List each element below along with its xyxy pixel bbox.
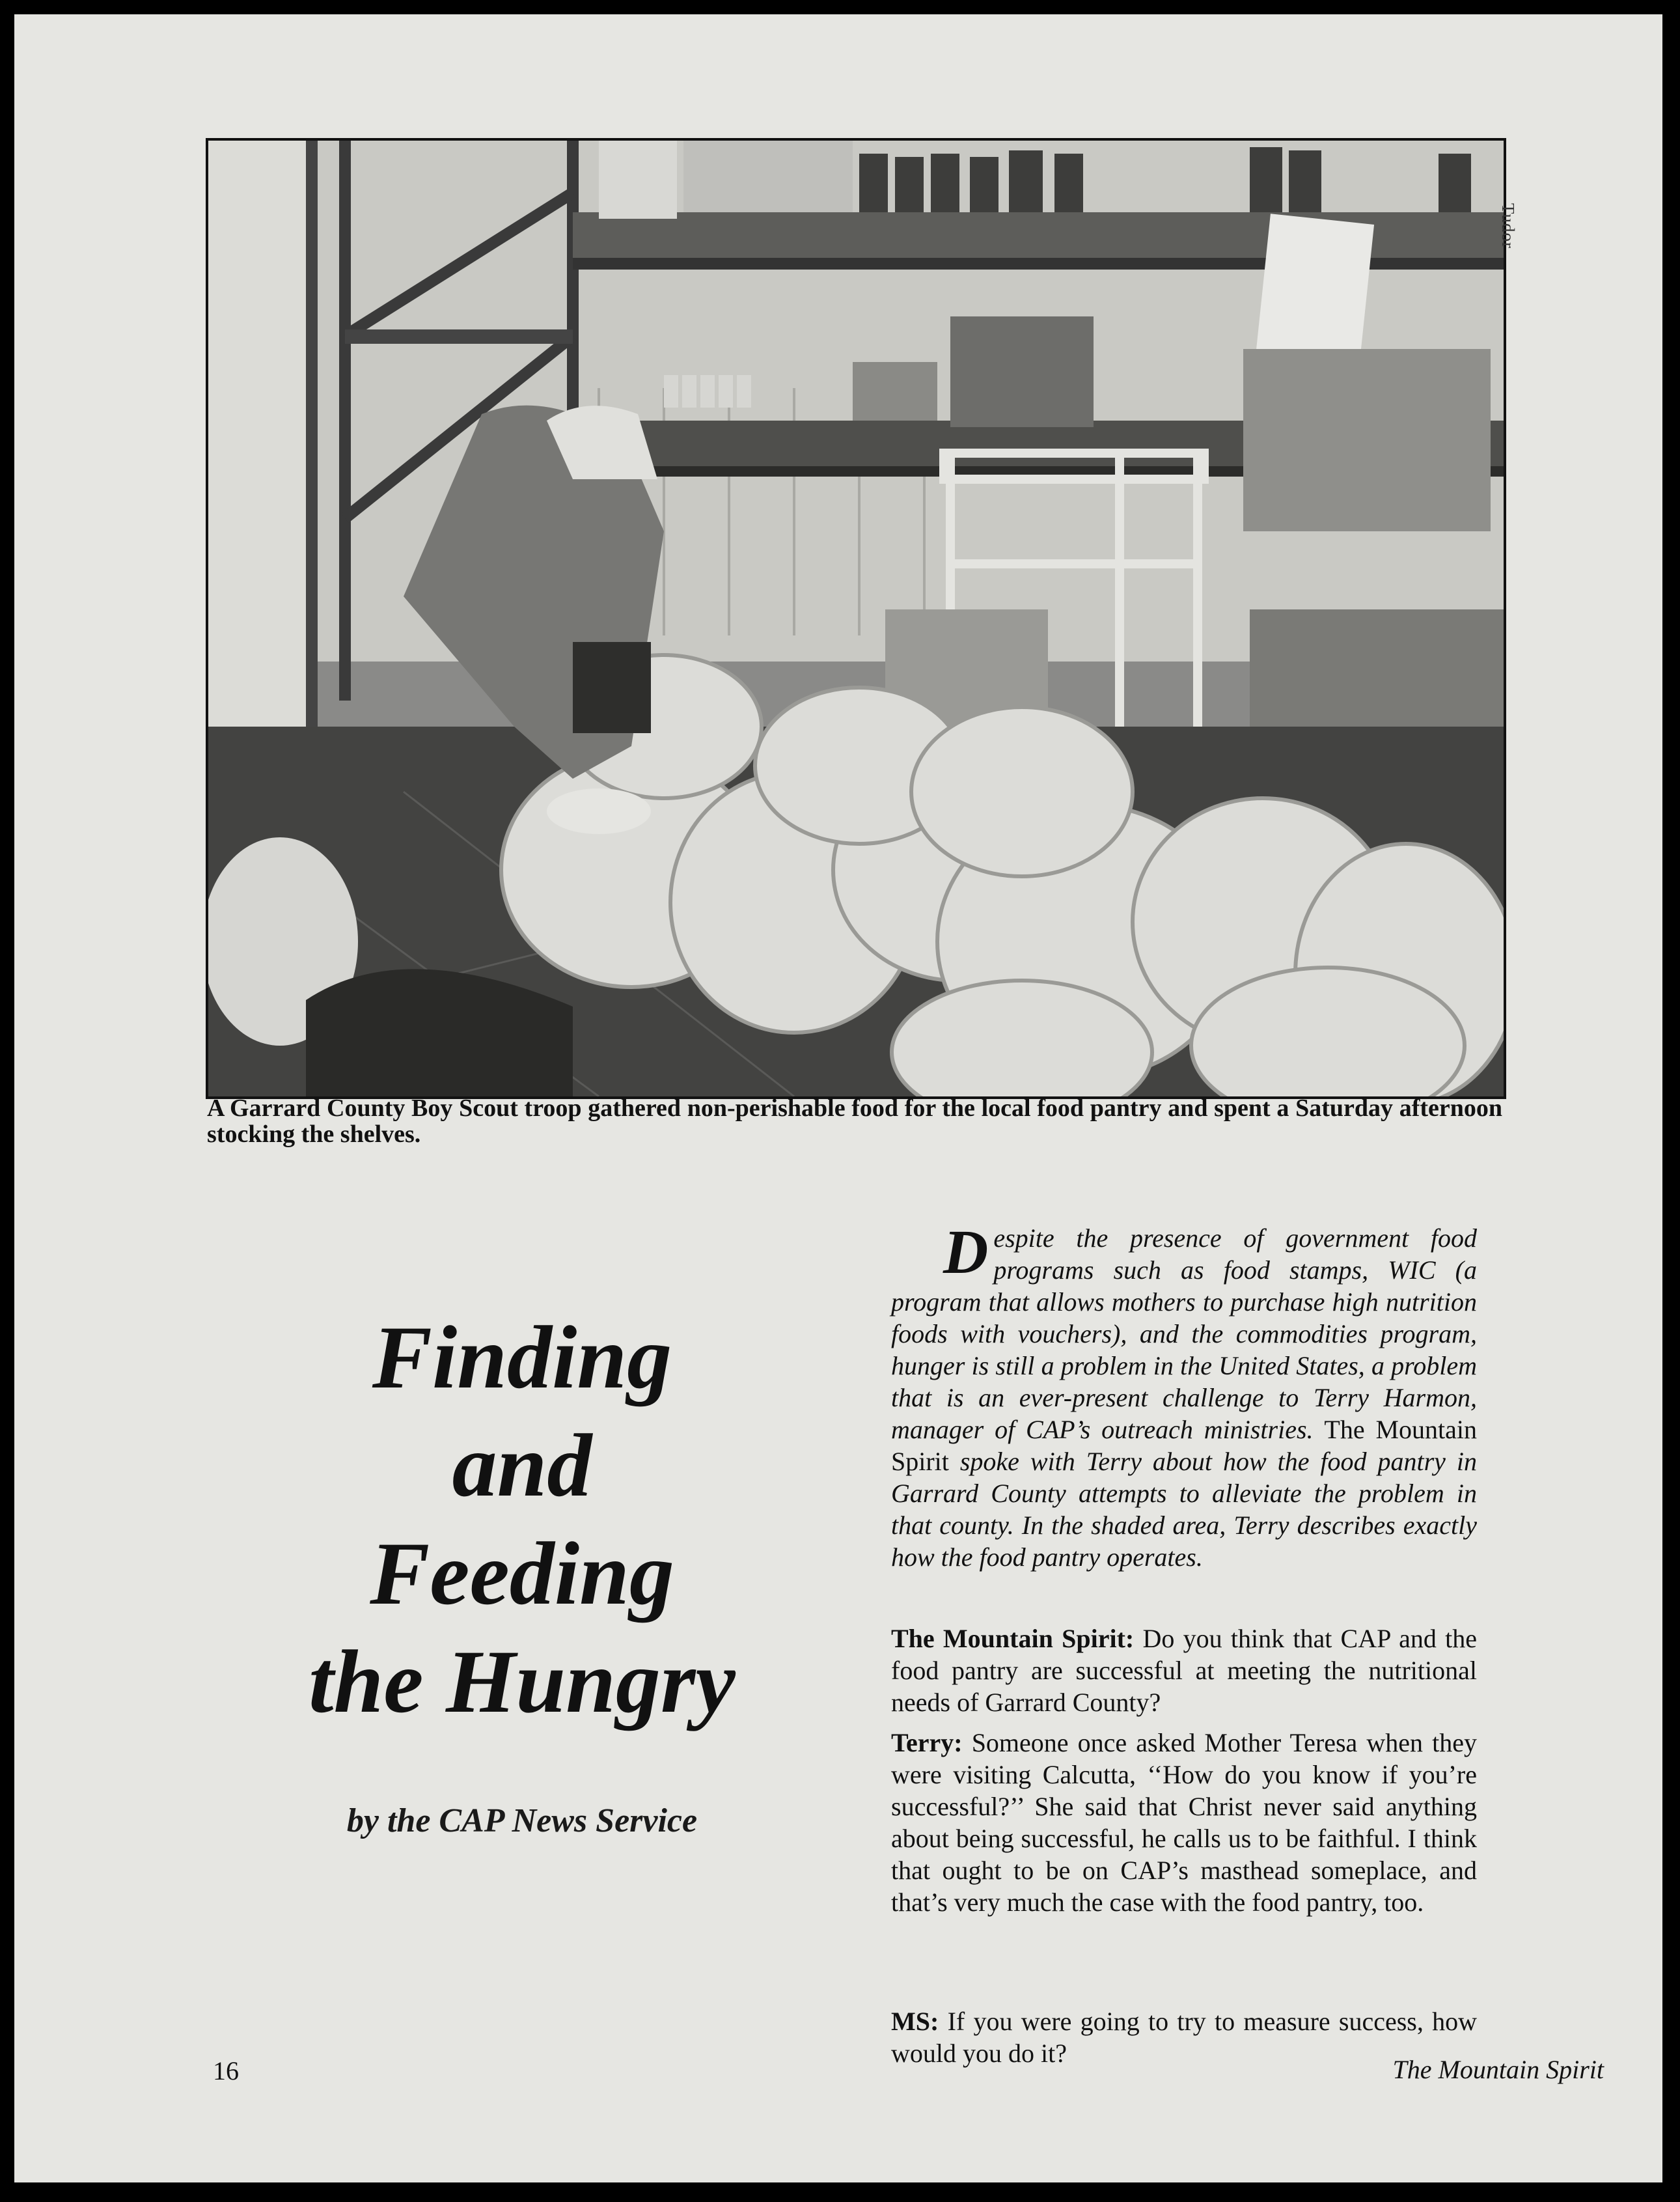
title-line: and [452,1415,592,1515]
title-line: Finding [372,1307,672,1407]
qa-paragraph [891,2005,1477,2069]
qa-speaker: The Mountain Spirit: [891,1624,1135,1653]
drop-cap: D [943,1217,989,1287]
qa-text: If you were going to try to measure success, how would you do it? [891,2007,1477,2068]
qa-paragraph [891,1623,1477,1718]
magazine-page [14,14,1662,2182]
article-title [262,1303,782,1736]
page-number: 16 [213,2056,239,2085]
qa-text: Do you think that CAP and the food pantry are successful at meeting the nutritional needs of Garrard County? [891,1624,1478,1717]
title-line: Feeding [370,1524,674,1623]
title-line: the Hungry [309,1632,736,1731]
qa-speaker: MS: [891,2007,939,2036]
qa-paragraph [891,1727,1477,1918]
byline: by the CAP News Service [346,1802,698,1839]
publication-name: The Mountain Spirit [891,1415,1478,1476]
photo-caption: A Garrard County Boy Scout troop gathered non-perishable food for the local food pantry and spent a Saturday afternoon stocking the shelves. [207,1094,1502,1148]
intro-text: espite the presence of government food programs such as food stamps, WIC (a program that allows mothers to purchase high nutrition foods with vouchers), and the commodities program, hunger is still a problem in the United States, a problem that is an ever-present challenge to Terry Harmon, manager of CAP’s outreach ministries. [891,1223,1477,1444]
intro-text: spoke with Terry about how the food pantry in Garrard County attempts to alleviate the problem in that county. In the shaded area, Terry describes exactly how the food pantry operates. [891,1447,1477,1572]
qa-text: Someone once asked Mother Teresa when they were visiting Calcutta, ‘‘How do you know if you’re successful?’’ She said that Christ never said anything about being successful, he calls us to be faithful. I think that ought to be on CAP’s masthead someplace, and that’s very much the case with the food pantry, too. [891,1728,1478,1917]
photo-credit: Tudor [1498,203,1518,249]
qa-speaker: Terry: [891,1728,963,1757]
photo-illustration [208,141,1504,1096]
magazine-name: The Mountain Spirit [1392,2055,1604,2084]
food-pantry-photo [206,138,1506,1099]
intro-paragraph [891,1217,1478,1573]
